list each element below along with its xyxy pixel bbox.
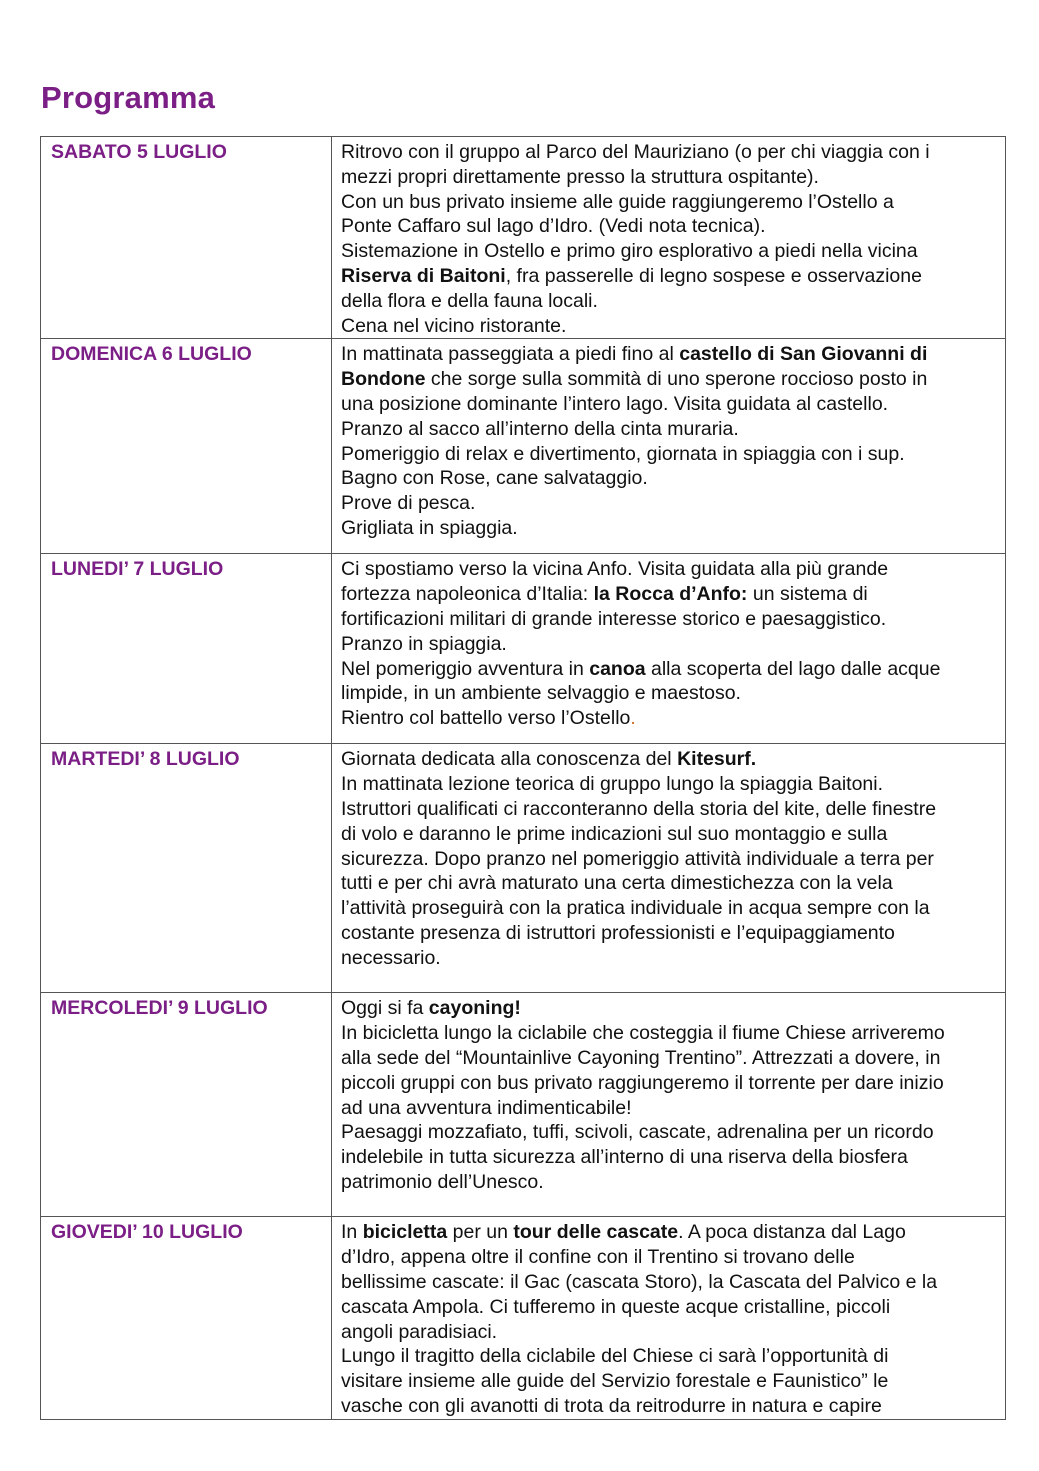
day-cell <box>41 993 332 1217</box>
text-segment: Nel pomeriggio avventura in <box>341 657 590 680</box>
text-segment: Con un bus privato insieme alle guide raggiungeremo l’Ostello a <box>341 190 894 213</box>
description-line <box>341 946 999 971</box>
text-segment: Pranzo al sacco all’interno della cinta muraria. <box>341 417 739 440</box>
description-line <box>341 1344 999 1369</box>
description-line <box>341 797 999 822</box>
text-segment: Sistemazione in Ostello e primo giro esplorativo a piedi nella vicina <box>341 240 918 263</box>
description-line <box>341 239 999 264</box>
description-line <box>341 896 999 921</box>
description-line <box>341 1170 999 1195</box>
description-line <box>341 165 999 190</box>
bold-text: canoa <box>589 657 646 680</box>
bold-text: la Rocca d’Anfo: <box>593 583 748 606</box>
text-segment: cascata Ampola. Ci tufferemo in queste acque cristalline, piccoli <box>341 1295 891 1318</box>
description-line <box>341 466 999 491</box>
description-line <box>341 214 999 239</box>
description-cell <box>332 339 1006 554</box>
description-line <box>341 1369 999 1394</box>
description-line <box>341 847 999 872</box>
bold-text: Riserva di Baitoni <box>341 264 506 287</box>
description-line <box>341 1145 999 1170</box>
text-segment: . A poca distanza dal Lago <box>678 1221 906 1244</box>
text-segment: Prove di pesca. <box>341 492 476 515</box>
day-label: SABATO 5 LUGLIO <box>51 141 227 163</box>
text-segment: limpide, in un ambiente selvaggio e maestoso. <box>341 682 741 705</box>
text-segment: che sorge sulla sommità di uno sperone roccioso posto in <box>425 368 928 391</box>
text-segment: angoli paradisiaci. <box>341 1320 498 1343</box>
description-line <box>341 871 999 896</box>
text-segment: l’attività proseguirà con la pratica individuale in acqua sempre con la <box>341 897 930 920</box>
text-segment: fortezza napoleonica d’Italia: <box>341 583 594 606</box>
program-row <box>41 744 1006 993</box>
text-segment: Ritrovo con il gruppo al Parco del Mauriziano (o per chi viaggia con i <box>341 141 930 163</box>
description-line <box>341 632 999 657</box>
description-line <box>341 1096 999 1121</box>
description-line <box>341 190 999 215</box>
description-line <box>341 1220 999 1245</box>
text-segment: di volo e daranno le prime indicazioni sul suo montaggio e sulla <box>341 822 888 845</box>
description-line <box>341 314 999 339</box>
text-segment: fortificazioni militari di grande interesse storico e paesaggistico. <box>341 607 887 630</box>
text-segment: alla scoperta del lago dalle acque <box>645 657 941 680</box>
text-segment: per un <box>447 1221 514 1244</box>
text-segment: necessario. <box>341 946 441 969</box>
text-segment: piccoli gruppi con bus privato raggiungeremo il torrente per dare inizio <box>341 1071 944 1094</box>
text-segment: sicurezza. Dopo pranzo nel pomeriggio attività individuale a terra per <box>341 847 934 870</box>
program-row <box>41 339 1006 554</box>
day-cell <box>41 1217 332 1419</box>
text-segment: Giornata dedicata alla conoscenza del <box>341 748 678 771</box>
description-line <box>341 772 999 797</box>
day-label: DOMENICA 6 LUGLIO <box>51 343 252 366</box>
text-segment: della flora e della fauna locali. <box>341 289 598 312</box>
description-line <box>341 1295 999 1320</box>
text-segment: vasche con gli avanotti di trota da reitrodurre in natura e capire <box>341 1394 882 1417</box>
program-row <box>41 993 1006 1217</box>
text-segment: In mattinata passeggiata a piedi fino al <box>341 343 680 366</box>
text-segment: tutti e per chi avrà maturato una certa dimestichezza con la vela <box>341 872 893 895</box>
program-table-body <box>41 137 1006 1420</box>
text-segment: In mattinata lezione teorica di gruppo lungo la spiaggia Baitoni. <box>341 773 884 796</box>
text-segment: Ponte Caffaro sul lago d’Idro. (Vedi nota tecnica). <box>341 215 766 238</box>
day-label: MARTEDI’ 8 LUGLIO <box>51 748 240 771</box>
description-line <box>341 367 999 392</box>
description-line <box>341 1245 999 1270</box>
description-line <box>341 607 999 632</box>
description-cell <box>332 137 1006 339</box>
description-line <box>341 582 999 607</box>
text-segment: un sistema di <box>747 583 868 606</box>
day-cell <box>41 554 332 744</box>
description-line <box>341 1320 999 1345</box>
description-line <box>341 706 999 731</box>
bold-text: Bondone <box>341 368 426 391</box>
text-segment: mezzi propri direttamente presso la struttura ospitante). <box>341 165 819 188</box>
text-segment: Paesaggi mozzafiato, tuffi, scivoli, cascate, adrenalina per un ricordo <box>341 1121 934 1144</box>
description-line <box>341 1394 999 1419</box>
description-line <box>341 921 999 946</box>
day-label: LUNEDI’ 7 LUGLIO <box>51 558 224 581</box>
description-line <box>341 1270 999 1295</box>
program-table <box>40 136 1006 1420</box>
description-line <box>341 417 999 442</box>
description-line <box>341 747 999 772</box>
text-segment: Ci spostiamo verso la vicina Anfo. Visita guidata alla più grande <box>341 558 889 581</box>
description-line <box>341 516 999 541</box>
text-segment: . <box>630 707 636 730</box>
text-segment: Oggi si fa <box>341 997 429 1020</box>
description-line <box>341 1046 999 1071</box>
text-segment: indelebile in tutta sicurezza all’interno di una riserva della biosfera <box>341 1146 908 1169</box>
day-cell <box>41 744 332 993</box>
text-segment: patrimonio dell’Unesco. <box>341 1170 544 1193</box>
description-line <box>341 996 999 1021</box>
bold-text: cayoning! <box>428 997 521 1020</box>
day-label: MERCOLEDI’ 9 LUGLIO <box>51 997 268 1020</box>
text-segment: Rientro col battello verso l’Ostello <box>341 707 631 730</box>
bold-text: Kitesurf. <box>677 748 757 771</box>
day-cell <box>41 339 332 554</box>
description-cell <box>332 744 1006 993</box>
description-line <box>341 289 999 314</box>
bold-text: tour delle cascate <box>513 1221 679 1244</box>
day-cell <box>41 137 332 339</box>
text-segment: bellissime cascate: il Gac (cascata Storo), la Cascata del Palvico e la <box>341 1270 938 1293</box>
text-segment: Cena nel vicino ristorante. <box>341 314 567 337</box>
description-line <box>341 342 999 367</box>
description-line <box>341 681 999 706</box>
text-segment: In <box>341 1221 363 1244</box>
text-segment: , fra passerelle di legno sospese e osservazione <box>505 264 922 287</box>
text-segment: Pranzo in spiaggia. <box>341 632 507 655</box>
bold-text: bicicletta <box>362 1221 448 1244</box>
description-line <box>341 1120 999 1145</box>
description-line <box>341 822 999 847</box>
text-segment: Lungo il tragitto della ciclabile del Chiese ci sarà l’opportunità di <box>341 1345 889 1368</box>
day-label: GIOVEDI’ 10 LUGLIO <box>51 1221 243 1244</box>
text-segment: alla sede del “Mountainlive Cayoning Trentino”. Attrezzati a dovere, in <box>341 1046 941 1069</box>
description-line <box>341 657 999 682</box>
text-segment: In bicicletta lungo la ciclabile che costeggia il fiume Chiese arriveremo <box>341 1022 945 1045</box>
description-cell <box>332 554 1006 744</box>
description-line <box>341 491 999 516</box>
page-title: Programma <box>41 80 216 115</box>
text-segment: Istruttori qualificati ci racconteranno della storia del kite, delle finestre <box>341 797 937 820</box>
text-segment: d’Idro, appena oltre il confine con il Trentino si trovano delle <box>341 1246 855 1269</box>
text-segment: una posizione dominante l’intero lago. Visita guidata al castello. <box>341 392 889 415</box>
text-segment: costante presenza di istruttori professionisti e l’equipaggiamento <box>341 921 895 944</box>
description-line <box>341 1071 999 1096</box>
text-segment: visitare insieme alle guide del Servizio forestale e Faunistico” le <box>341 1370 889 1393</box>
description-line <box>341 557 999 582</box>
text-segment: Pomeriggio di relax e divertimento, giornata in spiaggia con i sup. <box>341 442 905 465</box>
description-line <box>341 442 999 467</box>
program-row <box>41 1217 1006 1419</box>
program-row <box>41 554 1006 744</box>
text-segment: ad una avventura indimenticabile! <box>341 1096 632 1119</box>
description-line <box>341 1021 999 1046</box>
description-line <box>341 140 999 165</box>
program-row <box>41 137 1006 339</box>
text-segment: Grigliata in spiaggia. <box>341 516 518 539</box>
description-cell <box>332 1217 1006 1419</box>
description-cell <box>332 993 1006 1217</box>
bold-text: castello di San Giovanni di <box>679 343 928 366</box>
description-line <box>341 264 999 289</box>
text-segment: Bagno con Rose, cane salvataggio. <box>341 467 648 490</box>
description-line <box>341 392 999 417</box>
